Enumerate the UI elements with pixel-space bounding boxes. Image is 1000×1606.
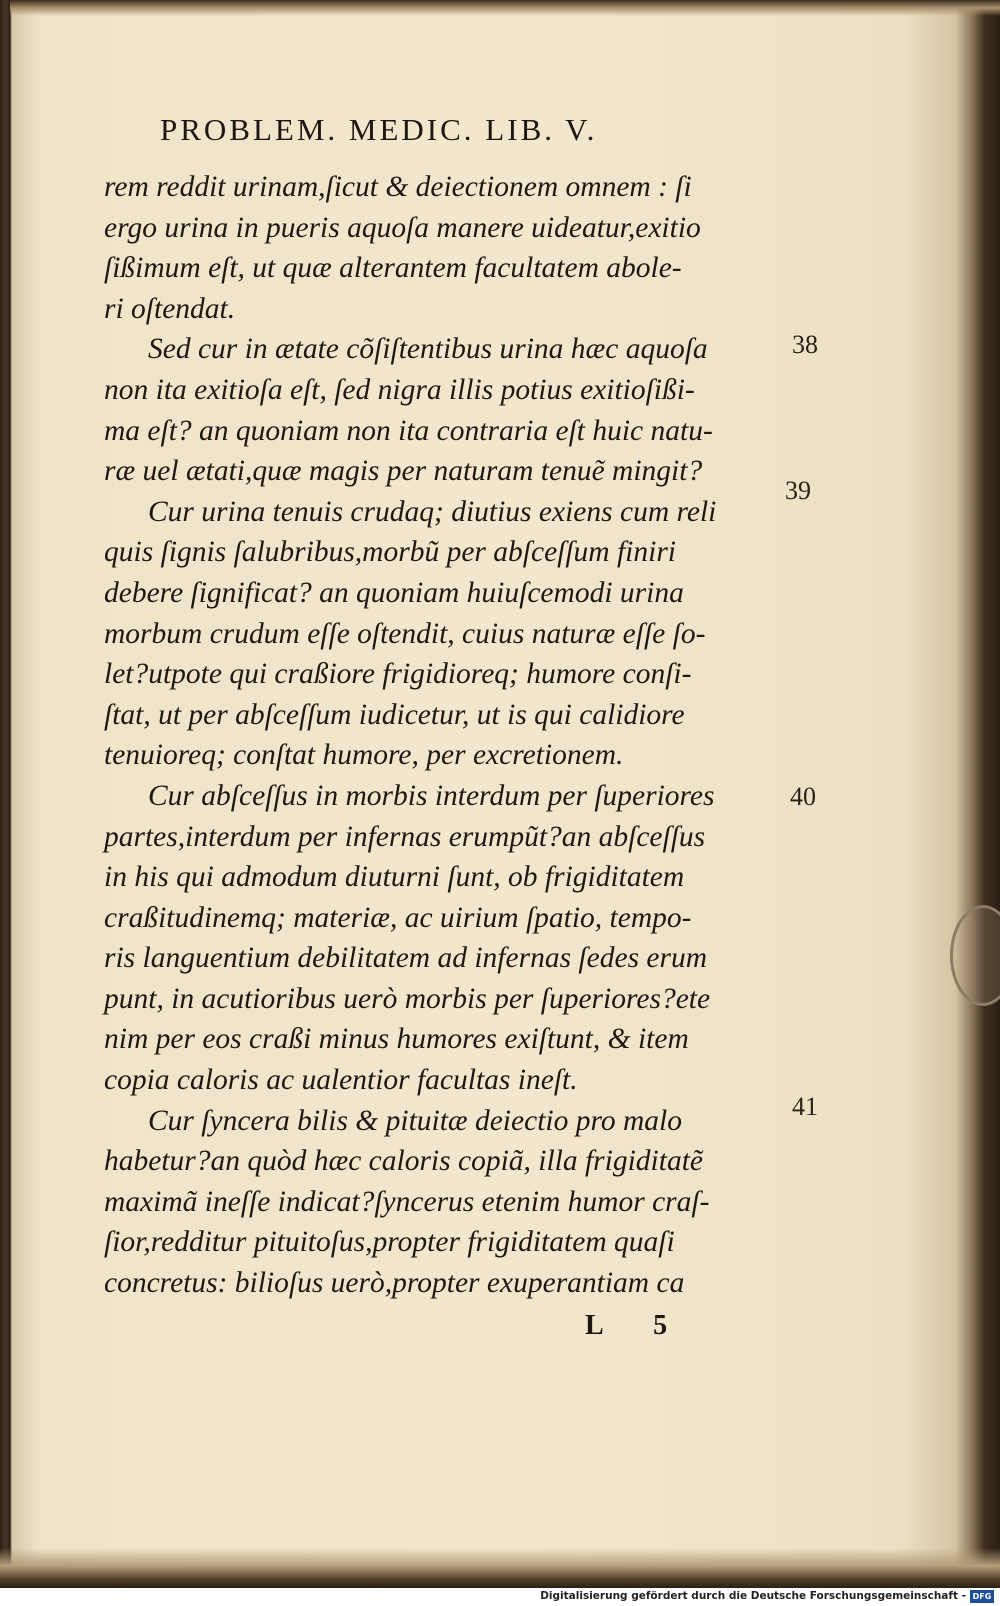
margin-number: 40 [790, 782, 816, 811]
text-line: maximã ineſſe indicat?ſyncerus etenim humor craſ- [104, 1185, 710, 1218]
book-clasp [950, 905, 1000, 1006]
running-head: PROBLEM. MEDIC. LIB. V. [160, 112, 598, 147]
text-line: habetur?an quòd hæc caloris copiã, illa frigiditatẽ [104, 1145, 703, 1178]
text-line: ſißimum eſt, ut quæ alterantem facultatem abole- [104, 252, 682, 285]
text-line: ris languentium debilitatem ad infernas ſedes erum [104, 942, 708, 975]
text-line: ergo urina in pueris aquoſa manere uideatur,exitio [104, 211, 701, 244]
text-line: partes,interdum per infernas erumpũt?an abſceſſus [104, 820, 706, 853]
signature-mark: L 5 [585, 1310, 690, 1341]
margin-number: 39 [785, 476, 811, 505]
footer-credit: Digitalisierung gefördert durch die Deutsche Forschungsgemeinschaft - [540, 1590, 966, 1602]
text-line: Cur abſceſſus in morbis interdum per ſuperiores [148, 779, 715, 812]
body-text [104, 167, 764, 1304]
text-line: non ita exitioſa eſt, ſed nigra illis potius exitioſißi- [104, 373, 695, 406]
text-line: in his qui admodum diuturni ſunt, ob frigiditatem [104, 861, 685, 894]
margin-number: 38 [792, 330, 818, 359]
text-line: Cur ſyncera bilis & pituitæ deiectio pro malo [148, 1104, 682, 1137]
dfg-logo: DFG [970, 1590, 994, 1603]
text-line: let?utpote qui craßiore frigidioreq; humore conſi- [104, 658, 692, 691]
text-line: rem reddit urinam,ſicut & deiectionem omnem : ſi [104, 171, 692, 203]
text-line: copia caloris ac ualentior facultas ineſt. [104, 1064, 578, 1097]
text-line: ri oſtendat. [104, 292, 236, 325]
text-line: concretus: bilioſus uerò,propter exuperantiam ca [104, 1267, 685, 1300]
text-line: debere ſignificat? an quoniam huiuſcemodi urina [104, 576, 684, 609]
text-line: nim per eos craßi minus humores exiſtunt, & item [104, 1023, 689, 1056]
text-line: tenuioreq; conſtat humore, per excretionem. [104, 739, 624, 772]
text-line: morbum crudum eſſe oſtendit, cuius naturæ eſſe ſo- [104, 617, 706, 650]
text-line: quis ſignis ſalubribus,morbũ per abſceſſum finiri [104, 536, 676, 569]
page-top-edge [10, 0, 1000, 16]
margin-number: 41 [792, 1092, 818, 1121]
text-line: ſior,redditur pituitoſus,propter frigiditatem quaſi [104, 1226, 675, 1259]
text-line: craßitudinemq; materiæ, ac uirium ſpatio, tempo- [104, 901, 692, 934]
text-line: Cur urina tenuis crudaq; diutius exiens cum reli [148, 495, 717, 528]
text-line: ræ uel ætati,quæ magis per naturam tenuẽ mingit? [104, 455, 703, 488]
text-line: ſtat, ut per abſceſſum iudicetur, ut is qui calidiore [104, 698, 685, 731]
text-line: punt, in acutioribus uerò morbis per ſuperiores?ete [104, 982, 711, 1015]
page-bottom-edge [0, 1548, 1000, 1588]
text-line: Sed cur in ætate cõſiſtentibus urina hæc aquoſa [148, 333, 708, 366]
text-line: ma eſt? an quoniam non ita contraria eſt huic natu- [104, 414, 713, 447]
